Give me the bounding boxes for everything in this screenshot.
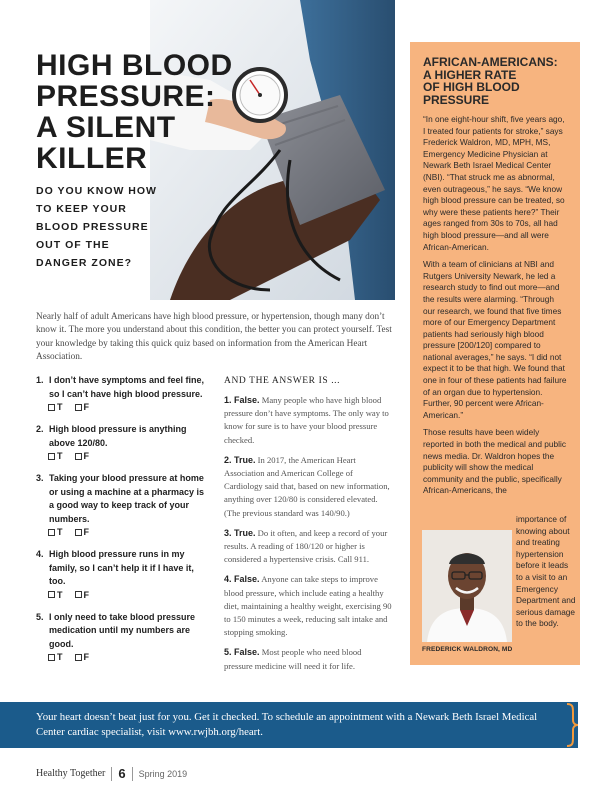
- false-checkbox[interactable]: [75, 402, 90, 412]
- subtitle-line: DO YOU KNOW HOW: [36, 185, 157, 197]
- answer-item: [224, 646, 392, 672]
- answer-lead: 3. True.: [224, 527, 256, 538]
- banner-text: Your heart doesn’t beat just for you. Get it checked. To schedule an appointment with a Newark Beth Israel Medical Center cardiac specialist, visit www.rwjbh.org/heart.: [36, 711, 538, 738]
- quiz-question: [36, 548, 206, 600]
- false-checkbox[interactable]: [75, 527, 90, 537]
- sidebar-title-line: PRESSURE: [423, 92, 490, 107]
- checkbox-icon: [75, 591, 82, 598]
- title-line: KILLER: [36, 142, 148, 175]
- option-label: T: [57, 451, 63, 461]
- page-number: 6: [118, 766, 126, 781]
- question-number: 2.: [36, 424, 44, 434]
- checkbox-icon: [48, 453, 55, 460]
- false-checkbox[interactable]: [75, 652, 90, 662]
- question-number: 3.: [36, 473, 44, 483]
- quiz-question: [36, 423, 206, 461]
- quiz-questions: [36, 374, 206, 673]
- option-label: F: [83, 589, 89, 600]
- issue-date: Spring 2019: [138, 768, 188, 779]
- answer-item: [224, 394, 392, 447]
- quiz-question: [36, 472, 206, 537]
- answer-item: [224, 454, 392, 520]
- option-label: T: [57, 527, 63, 537]
- option-label: T: [57, 402, 63, 412]
- subtitle-line: DANGER ZONE?: [36, 257, 132, 269]
- cta-banner: [0, 702, 578, 748]
- answer-lead: 1. False.: [224, 395, 260, 405]
- answers-heading: AND THE ANSWER IS ...: [224, 376, 341, 386]
- magazine-name: Healthy Together: [36, 768, 106, 779]
- checkbox-icon: [48, 654, 55, 661]
- doctor-portrait: [422, 530, 512, 642]
- question-text: I don’t have symptoms and feel fine, so I can’t have high blood pressure.: [49, 375, 205, 399]
- question-text: I only need to take blood pressure medication until my numbers are good.: [49, 611, 196, 649]
- question-text: Taking your blood pressure at home or using a machine at a pharmacy is a good way to keep track of your numbers.: [49, 473, 205, 524]
- true-checkbox[interactable]: [48, 402, 63, 412]
- page-title: [36, 50, 236, 174]
- true-checkbox[interactable]: [48, 590, 63, 600]
- checkbox-icon: [75, 654, 82, 661]
- question-text: High blood pressure runs in my family, so I can’t help it if I have it, too.: [49, 549, 194, 586]
- doctor-caption: FREDERICK WALDRON, MD: [422, 646, 513, 653]
- true-checkbox[interactable]: [48, 527, 63, 537]
- quiz-question: [36, 374, 206, 412]
- quiz-question: [36, 611, 206, 663]
- sidebar-title-line: A HIGHER RATE: [423, 67, 517, 82]
- answer-text: Anyone can take steps to improve blood pressure, which include eating a healthy diet, maintaining a healthy weight, exercising 90 to 150 minutes a week, reducing salt intake and stopping smoking.: [224, 574, 392, 638]
- checkbox-icon: [75, 404, 82, 411]
- option-label: F: [83, 527, 89, 537]
- checkbox-icon: [48, 404, 55, 411]
- question-text: High blood pressure is anything above 120/80.: [49, 424, 187, 448]
- answer-text: Most people who need blood pressure medicine will need it for life.: [224, 647, 362, 671]
- option-label: T: [57, 652, 63, 662]
- quiz-answers: [224, 376, 392, 680]
- answer-item: [224, 573, 392, 639]
- question-number: 4.: [36, 549, 44, 559]
- subtitle-line: OUT OF THE: [36, 239, 110, 251]
- page-subtitle: [36, 182, 166, 272]
- sidebar-title: [423, 56, 567, 106]
- sidebar-paragraph: “In one eight-hour shift, five years ago, I treated four patients for stroke,” says Frederick Waldron, MD, MPH, MS, Emergency Medicine Physician at Newark Beth Israel Medical Center (NBI). “That struck me as abnormal, even outrageous,” he says. “We know high blood pressure can be treated, so why were these patients here?” Their ages ranged from 30s to 70s, all had high blood pressure—and all were African-American.: [423, 114, 565, 252]
- answer-text: Many people who have high blood pressure don’t have symptoms. The only way to know for sure is to have your blood pressure checked.: [224, 395, 389, 445]
- checkbox-icon: [75, 529, 82, 536]
- answer-lead: 5. False.: [224, 647, 260, 658]
- page-footer: [36, 766, 187, 781]
- sidebar-paragraph-wrap: importance of knowing about and treating hypertension before it leads to a visit to an Emergency Department and serious damage to the body.: [516, 514, 576, 629]
- checkbox-icon: [48, 591, 55, 598]
- option-label: F: [83, 451, 89, 461]
- footer-divider: [132, 767, 133, 781]
- title-line: A SILENT: [36, 111, 176, 144]
- answer-text: Do it often, and keep a record of your results. A reading of 180/120 or higher is considered a hypertensive crisis. Call 911.: [224, 527, 388, 565]
- answer-item: [224, 527, 392, 567]
- checkbox-icon: [75, 453, 82, 460]
- sidebar-paragraph: Those results have been widely reported in both the medical and public news media. Dr. Waldron hopes the publicity will show the medical community and the public, specifically African-Americans, the: [423, 427, 566, 496]
- option-label: F: [83, 652, 89, 662]
- bracket-icon: [565, 703, 579, 747]
- intro-paragraph: Nearly half of adult Americans have high blood pressure, or hypertension, though many don’t know it. The more you understand about this condition, the better you can protect yourself. Test your knowledge by taking this quick quiz based on information from the American Heart Association.: [36, 312, 392, 362]
- checkbox-icon: [48, 529, 55, 536]
- true-checkbox[interactable]: [48, 652, 63, 662]
- answer-text: In 2017, the American Heart Association and American College of Cardiology said that, based on new information, anything over 120/80 is considered elevated. (The previous standard was 140/90.): [224, 454, 390, 518]
- sidebar-paragraph: With a team of clinicians at NBI and Rutgers University Newark, he led a research study to find out more—and the results were alarming. “Through our research, we found that five times more of our Emergency Department patients had seriously high blood pressure [200/120] compared to national averages,” he says. “I did not expect it to be that high. We found that one in four of these patients had failure of an organ due to hypertension. Further, 90 percent were African-American.”: [423, 259, 567, 420]
- sidebar-title-line: OF HIGH BLOOD: [423, 80, 520, 94]
- footer-divider: [111, 767, 112, 781]
- sidebar-box: [410, 42, 580, 665]
- sidebar-title-line: AFRICAN-AMERICANS:: [423, 55, 558, 69]
- false-checkbox[interactable]: [75, 451, 90, 461]
- answer-lead: 2. True.: [224, 454, 256, 465]
- subtitle-line: TO KEEP YOUR: [36, 203, 127, 215]
- question-number: 5.: [36, 611, 44, 622]
- subtitle-line: BLOOD PRESSURE: [36, 221, 149, 233]
- true-checkbox[interactable]: [48, 451, 63, 461]
- title-line: HIGH BLOOD: [36, 49, 233, 82]
- answer-lead: 4. False.: [224, 574, 260, 585]
- title-line: PRESSURE:: [36, 80, 216, 113]
- option-label: T: [57, 589, 63, 600]
- option-label: F: [83, 402, 89, 412]
- false-checkbox[interactable]: [75, 590, 90, 600]
- question-number: 1.: [36, 375, 44, 385]
